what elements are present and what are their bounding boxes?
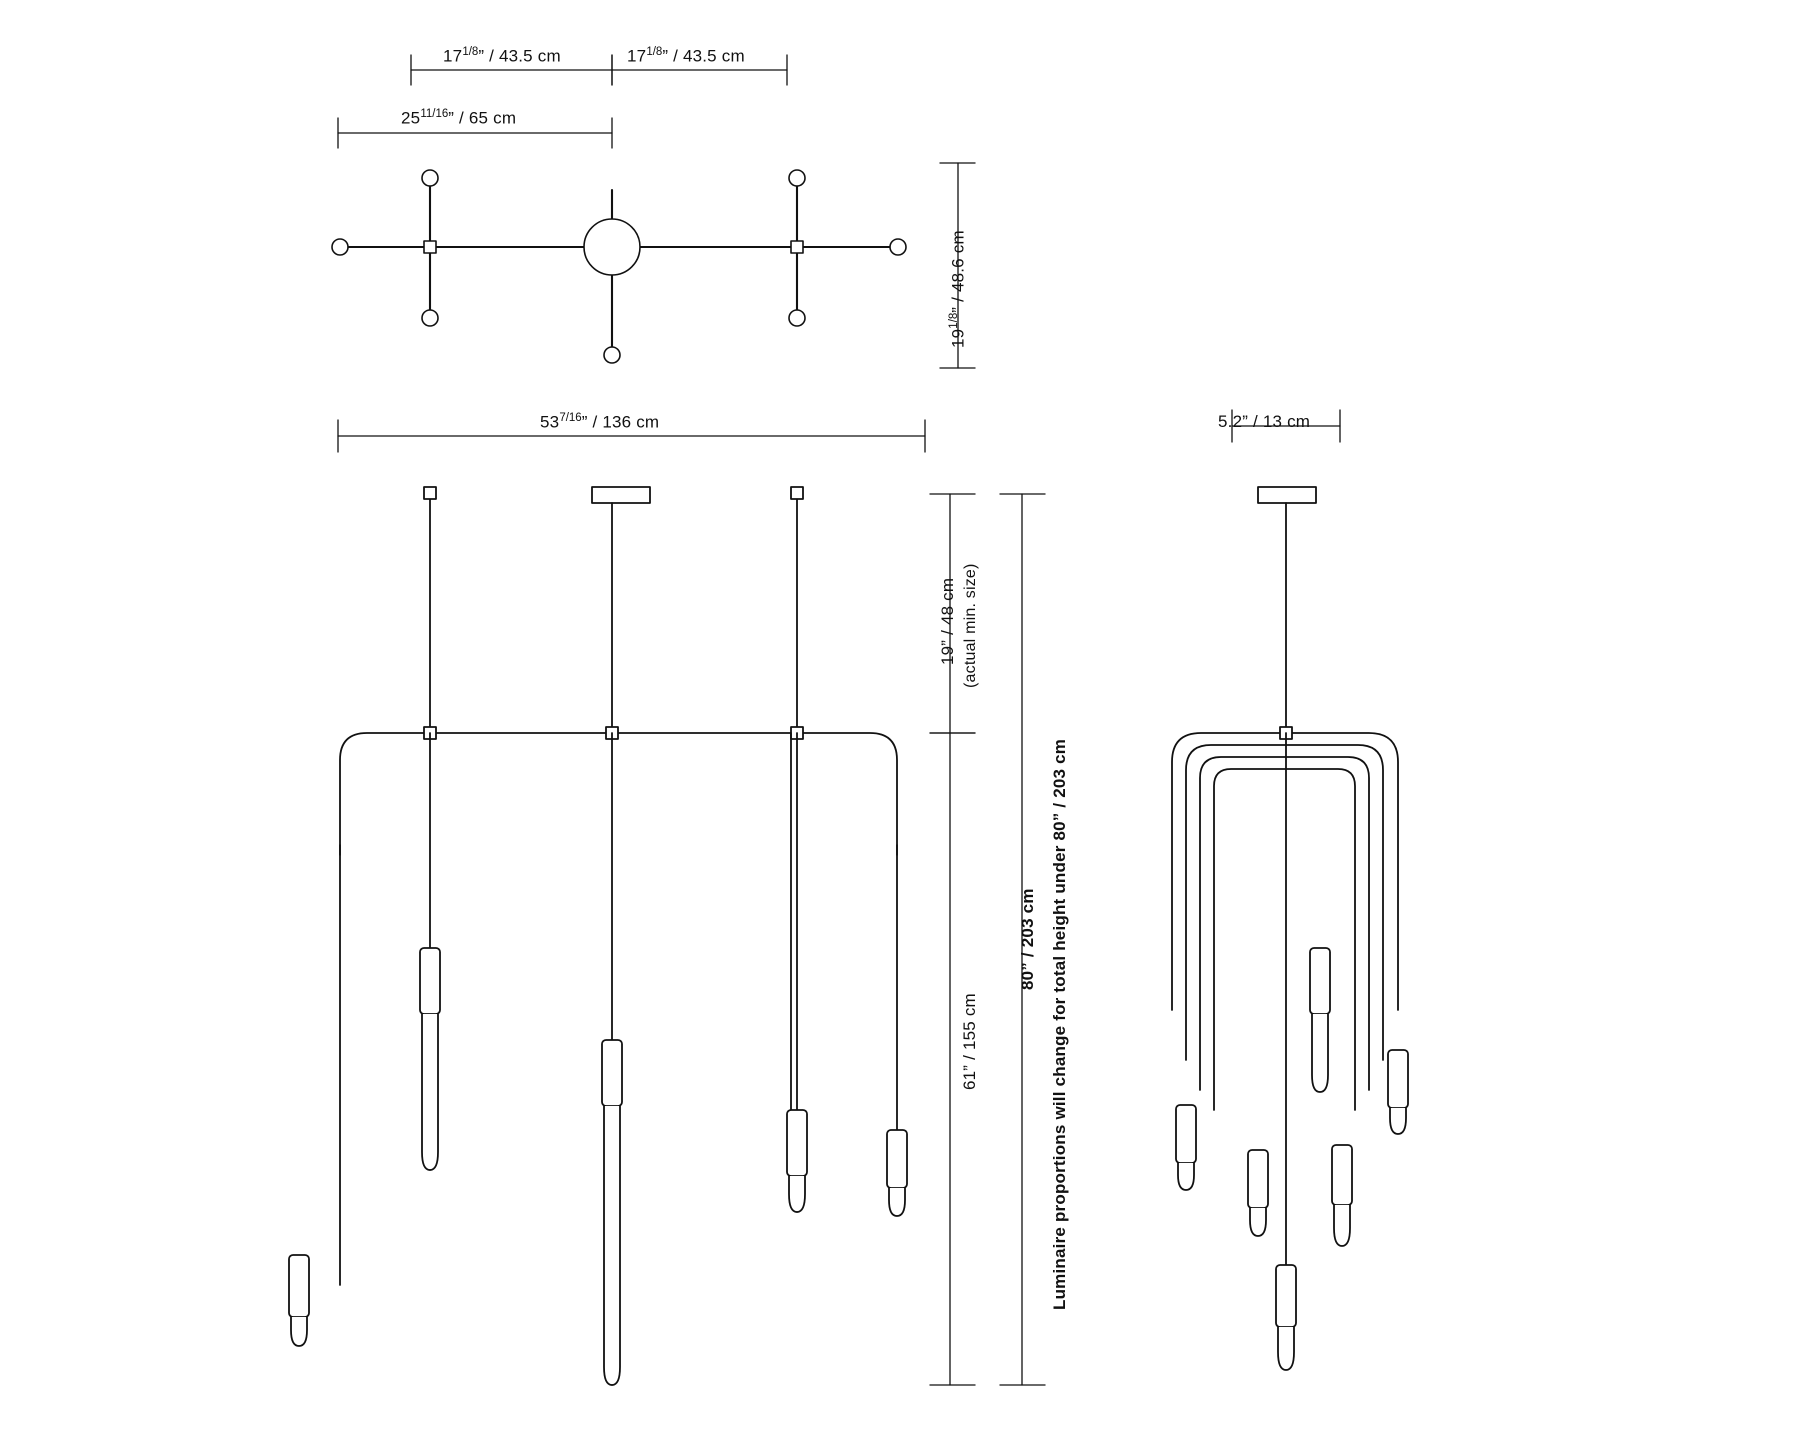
note-text: (actual min. size) (962, 563, 979, 688)
dimension-label-top-depth (948, 230, 969, 348)
note-text: Luminaire proportions will change for total height under 80” / 203 cm (1050, 738, 1069, 1310)
value-fraction: 1/8 (462, 46, 479, 58)
value-rest: ” / 43.5 cm (478, 46, 561, 66)
value-fraction: 1/8 (646, 46, 663, 58)
dimension-label-side-canopy (1218, 412, 1310, 432)
value-rest: ” / 136 cm (581, 412, 660, 432)
value-fraction: 11/16 (420, 108, 449, 120)
dimension-label-front-drop (960, 993, 980, 1090)
value-number: 17 (443, 46, 463, 66)
dimension-label-front-total (1018, 888, 1038, 990)
value-text: 5.2” / 13 cm (1218, 412, 1311, 431)
value-number: 19 (948, 328, 968, 348)
value-number: 25 (401, 108, 421, 128)
dimension-label-top-span (401, 108, 516, 129)
front-view-fixture (289, 487, 907, 1385)
value-number: 53 (540, 412, 560, 432)
front-view-dimensions (338, 420, 1045, 1385)
value-number: 17 (627, 46, 647, 66)
dimension-label-top-arm-left (443, 46, 561, 67)
value-fraction: 1/8 (948, 312, 960, 329)
value-rest: ” / 65 cm (448, 108, 517, 128)
value-rest: ” / 48.6 cm (948, 230, 968, 313)
value-text: 19” / 48 cm (938, 577, 957, 665)
value-text: 80” / 203 cm (1018, 888, 1037, 990)
top-view-nodes (332, 170, 906, 363)
value-fraction: 7/16 (559, 412, 582, 424)
side-view-fixture (1172, 487, 1408, 1370)
dimension-note-front-total (1050, 739, 1070, 1310)
dimension-label-front-width (540, 412, 659, 433)
value-rest: ” / 43.5 cm (662, 46, 745, 66)
dimension-label-top-arm-right (627, 46, 745, 67)
value-text: 61” / 155 cm (960, 993, 979, 1090)
dimension-note-front-stem (962, 563, 980, 688)
dimension-label-front-stem (938, 578, 958, 665)
